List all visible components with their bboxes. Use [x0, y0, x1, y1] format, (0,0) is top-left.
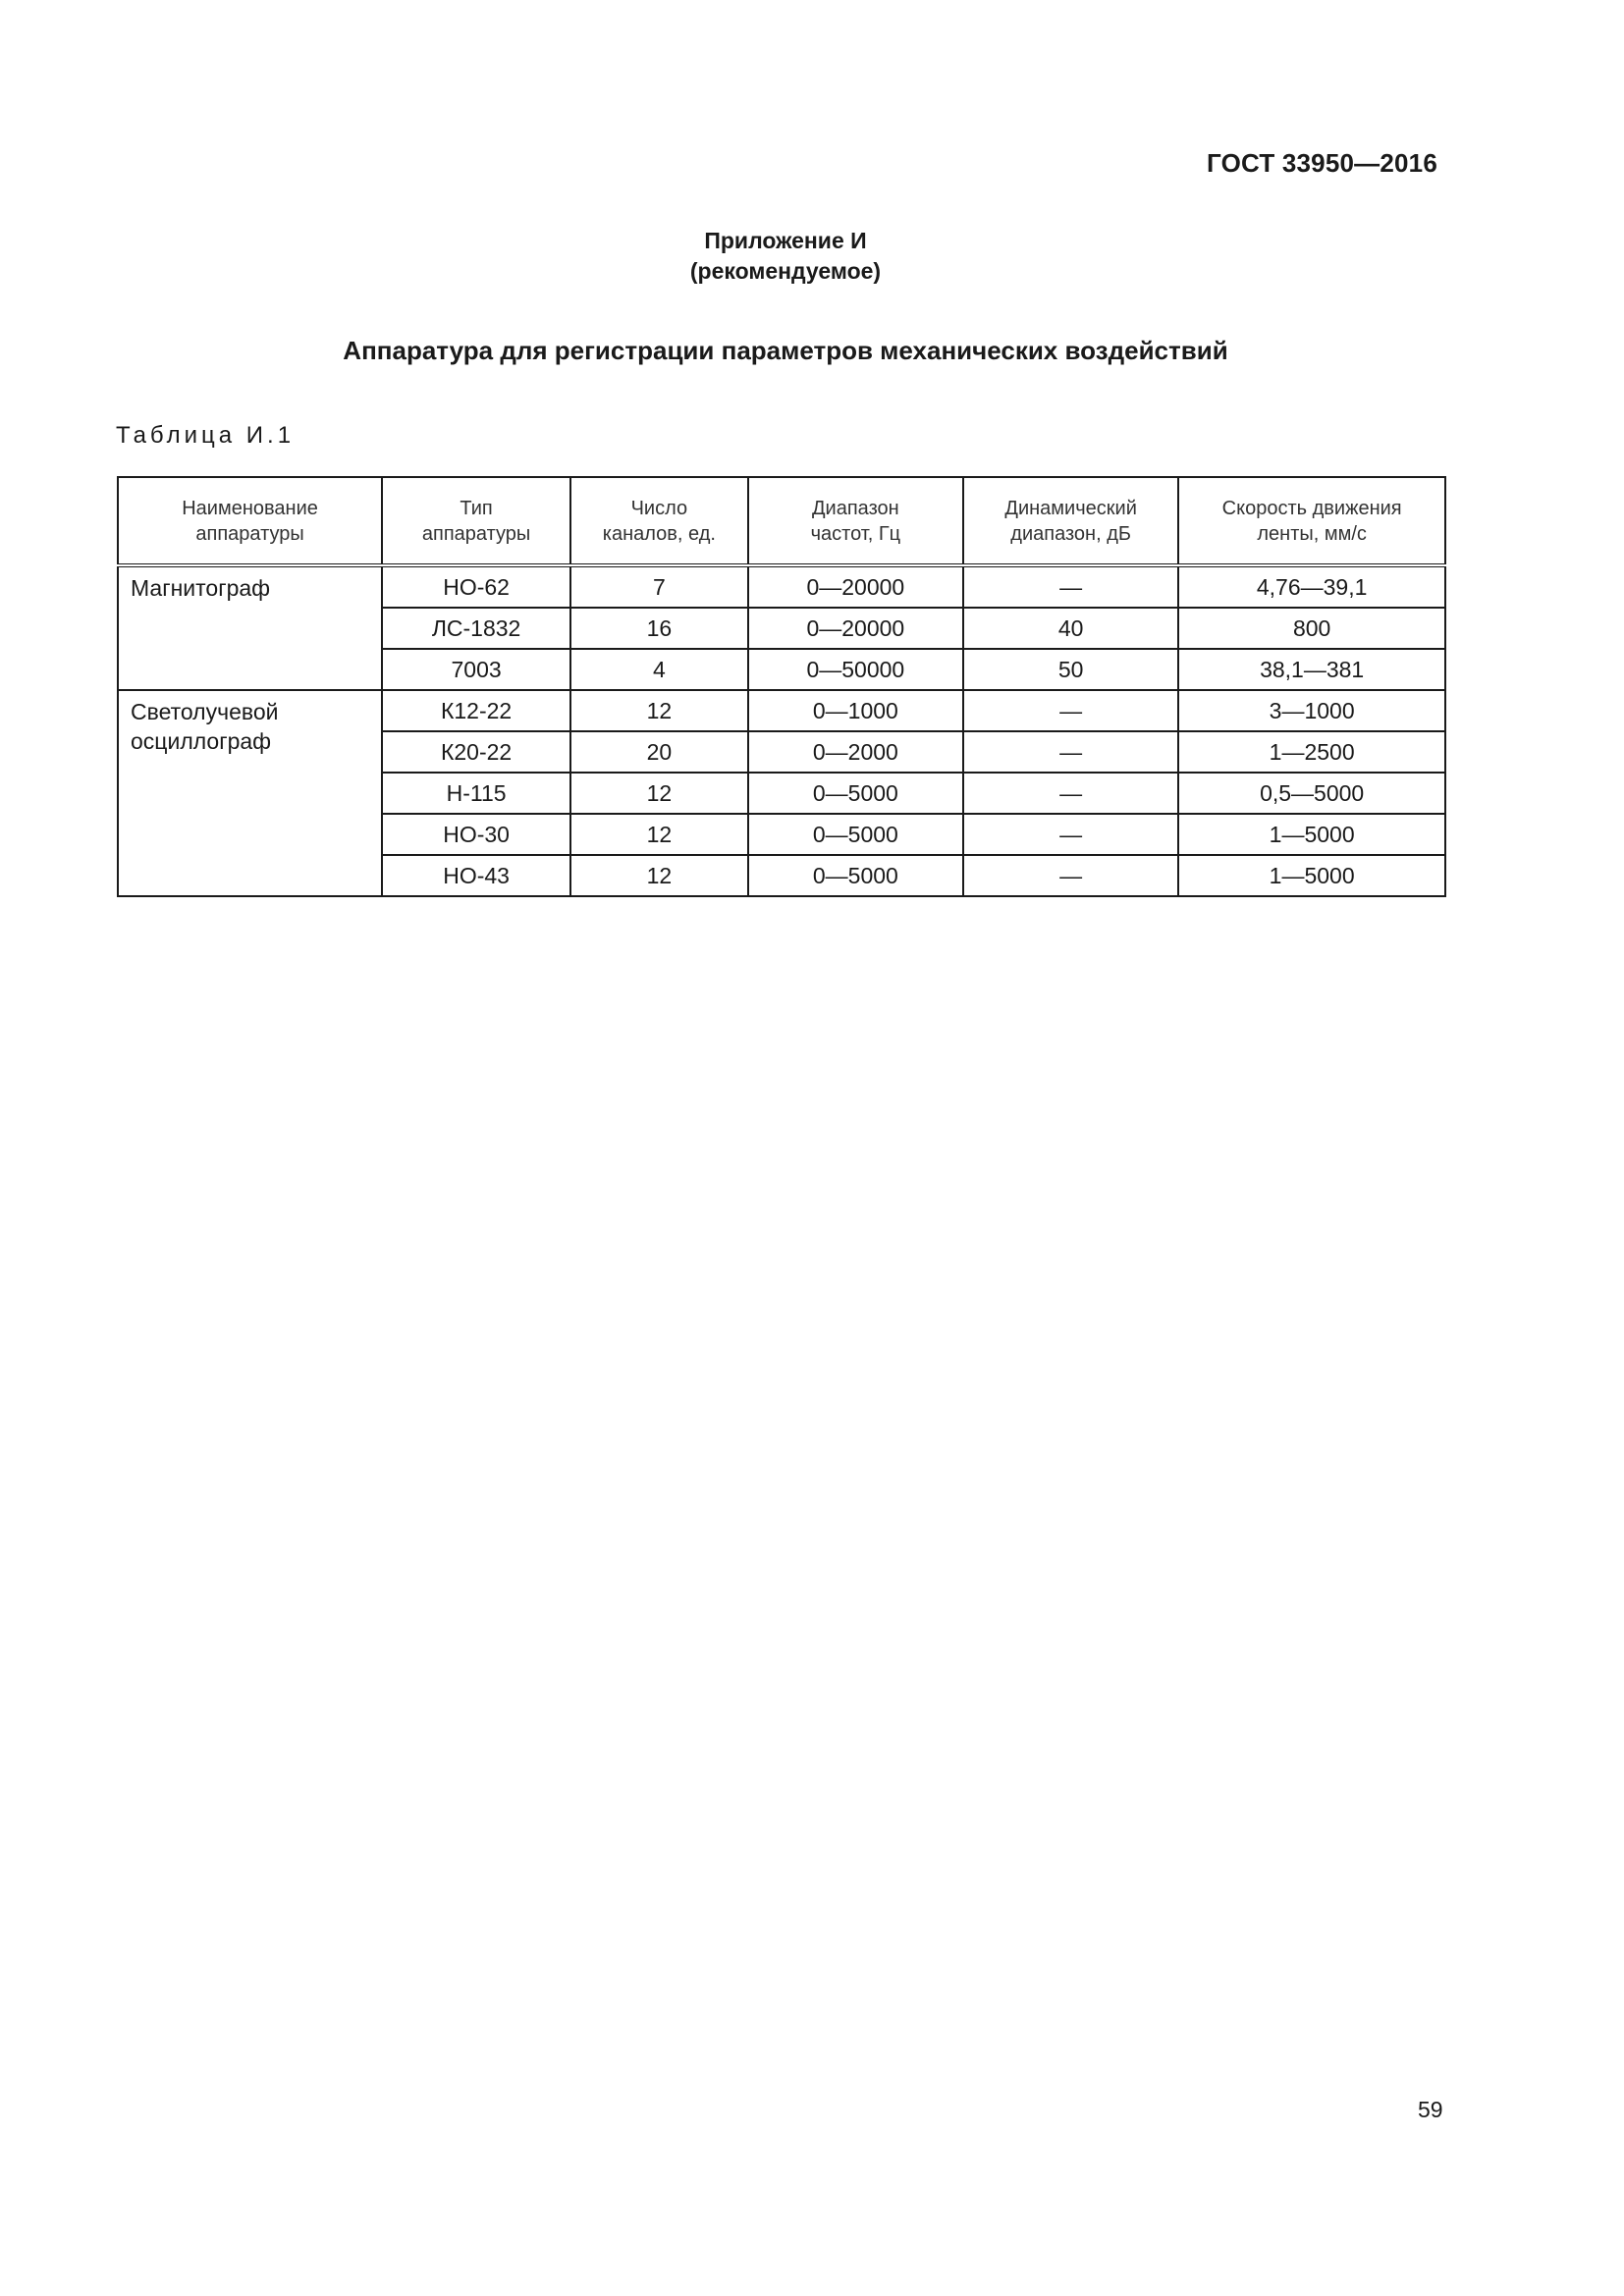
tape-speed-cell: 1—2500 — [1178, 731, 1445, 773]
frequency-cell: 0—2000 — [748, 731, 963, 773]
dynamic-range-cell: — — [963, 814, 1178, 855]
channels-cell: 12 — [570, 690, 748, 731]
channels-cell: 12 — [570, 773, 748, 814]
channels-cell: 4 — [570, 649, 748, 690]
equipment-table — [117, 476, 1446, 897]
type-cell: Н-115 — [382, 773, 570, 814]
header-tape-speed: Скорость движения ленты, мм/с — [1178, 477, 1445, 565]
frequency-cell: 0—1000 — [748, 690, 963, 731]
dynamic-range-cell: — — [963, 773, 1178, 814]
table-row — [118, 565, 1445, 608]
channels-cell: 12 — [570, 814, 748, 855]
page-title: Аппаратура для регистрации параметров механических воздействий — [343, 336, 1228, 365]
channels-cell: 12 — [570, 855, 748, 896]
appendix-label: Приложение И — [704, 228, 867, 253]
table-caption: Таблица И.1 — [116, 422, 296, 449]
appendix-status: (рекомендуемое) — [689, 258, 882, 284]
frequency-cell: 0—50000 — [748, 649, 963, 690]
document-code: ГОСТ 33950—2016 — [1207, 148, 1437, 178]
type-cell: НО-62 — [382, 565, 570, 608]
channels-cell: 16 — [570, 608, 748, 649]
header-frequency-range: Диапазон частот, Гц — [748, 477, 963, 565]
type-cell: К12-22 — [382, 690, 570, 731]
table-body — [118, 565, 1445, 896]
tape-speed-cell: 0,5—5000 — [1178, 773, 1445, 814]
equipment-name-cell: Светолучевой осциллограф — [118, 690, 382, 896]
dynamic-range-cell: — — [963, 690, 1178, 731]
frequency-cell: 0—20000 — [748, 608, 963, 649]
tape-speed-cell: 3—1000 — [1178, 690, 1445, 731]
header-equipment-name: Наименование аппаратуры — [118, 477, 382, 565]
dynamic-range-cell: 40 — [963, 608, 1178, 649]
channels-cell: 20 — [570, 731, 748, 773]
type-cell: НО-43 — [382, 855, 570, 896]
tape-speed-cell: 4,76—39,1 — [1178, 565, 1445, 608]
dynamic-range-cell: — — [963, 855, 1178, 896]
type-cell: К20-22 — [382, 731, 570, 773]
header-channel-count: Число каналов, ед. — [570, 477, 748, 565]
header-equipment-type: Тип аппаратуры — [382, 477, 570, 565]
table-header — [118, 477, 1445, 565]
appendix-heading — [0, 226, 1571, 287]
frequency-cell: 0—20000 — [748, 565, 963, 608]
table-row — [118, 690, 1445, 731]
channels-cell: 7 — [570, 565, 748, 608]
frequency-cell: 0—5000 — [748, 773, 963, 814]
type-cell: ЛС-1832 — [382, 608, 570, 649]
header-row — [118, 477, 1445, 565]
dynamic-range-cell: 50 — [963, 649, 1178, 690]
frequency-cell: 0—5000 — [748, 855, 963, 896]
tape-speed-cell: 1—5000 — [1178, 814, 1445, 855]
equipment-name-cell: Магнитограф — [118, 565, 382, 690]
frequency-cell: 0—5000 — [748, 814, 963, 855]
dynamic-range-cell: — — [963, 731, 1178, 773]
dynamic-range-cell: — — [963, 565, 1178, 608]
type-cell: НО-30 — [382, 814, 570, 855]
tape-speed-cell: 38,1—381 — [1178, 649, 1445, 690]
page-number: 59 — [1418, 2097, 1443, 2122]
type-cell: 7003 — [382, 649, 570, 690]
tape-speed-cell: 800 — [1178, 608, 1445, 649]
header-dynamic-range: Динамический диапазон, дБ — [963, 477, 1178, 565]
tape-speed-cell: 1—5000 — [1178, 855, 1445, 896]
